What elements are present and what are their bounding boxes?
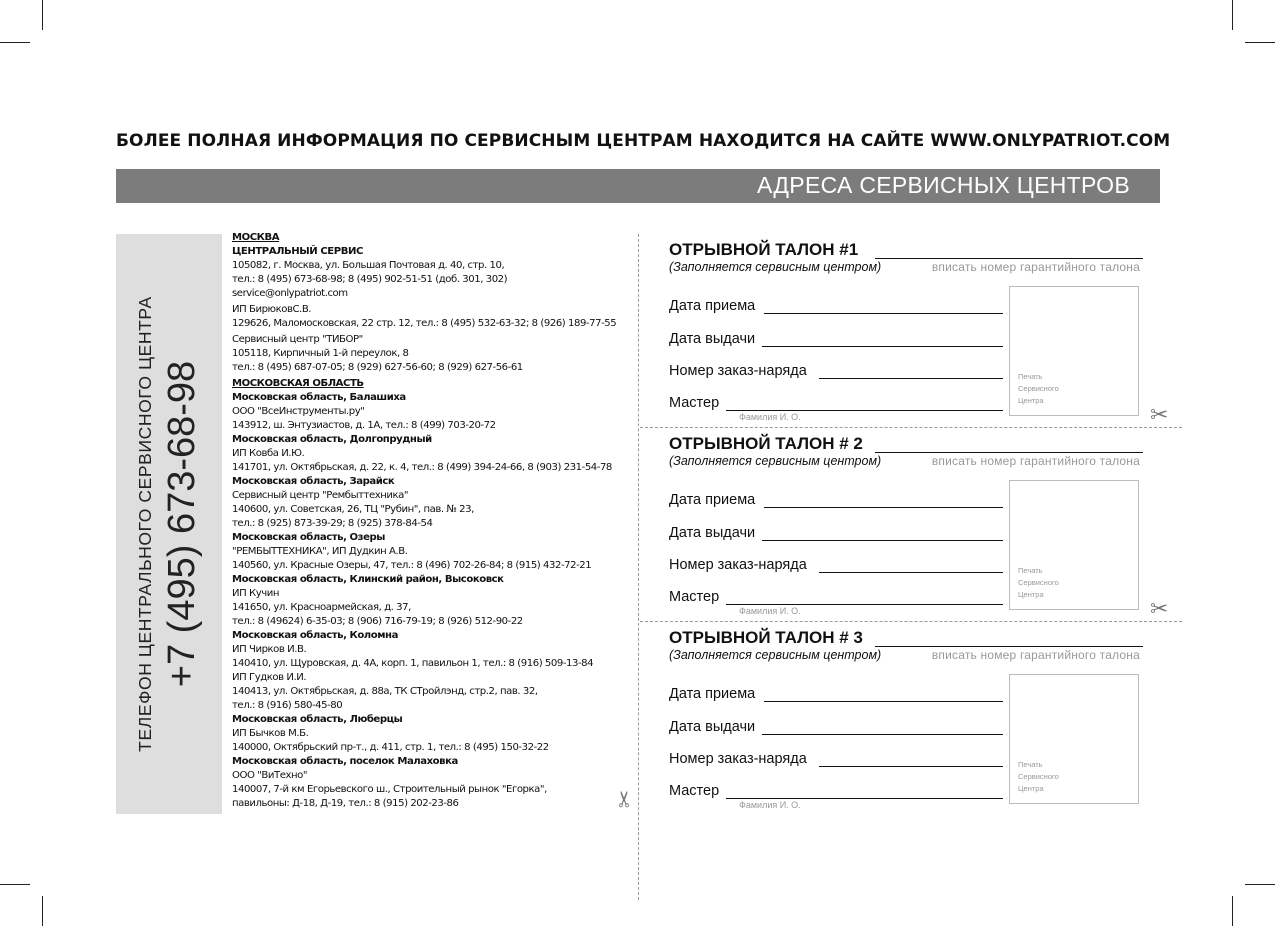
field-fill-line[interactable] <box>762 346 1003 347</box>
directory-line: ООО "ВиТехно" <box>232 770 308 781</box>
coupon-1 <box>669 240 1144 425</box>
directory-line: "РЕМБЫТТЕХНИКА", ИП Дудкин А.В. <box>232 546 408 557</box>
directory-line: ИП БирюковС.В. <box>232 304 312 315</box>
section-banner <box>116 169 1160 203</box>
field-fill-line[interactable] <box>764 701 1003 702</box>
region-heading: МОСКВА <box>232 232 280 243</box>
field-label: Мастер <box>669 783 720 799</box>
service-center-name: Московская область, Коломна <box>232 630 398 641</box>
headline: БОЛЕЕ ПОЛНАЯ ИНФОРМАЦИЯ ПО СЕРВИСНЫМ ЦЕНТРАМ НАХОДИТСЯ НА САЙТЕ WWW.ONLYPATRIOT.COM <box>116 131 1171 151</box>
directory-line: service@onlypatriot.com <box>232 288 348 299</box>
service-center-name: Московская область, поселок Малаховка <box>232 756 458 767</box>
phone-panel-text <box>134 234 204 814</box>
field-fill-line[interactable] <box>819 766 1003 767</box>
field-label: Дата выдачи <box>669 331 756 347</box>
scissors-icon: ✂ <box>613 789 639 809</box>
field-fill-line[interactable] <box>762 540 1003 541</box>
warranty-number-line[interactable] <box>875 258 1143 259</box>
crop-mark <box>42 0 43 30</box>
coupon-subtitle: (Заполняется сервисным центром) <box>669 454 882 468</box>
coupon-title: ОТРЫВНОЙ ТАЛОН # 3 <box>669 628 863 647</box>
directory-line: павильоны: Д-18, Д-19, тел.: 8 (915) 202-23-86 <box>232 798 459 809</box>
directory-line: тел.: 8 (495) 673-68-98; 8 (495) 902-51-51 (доб. 301, 302) <box>232 274 508 285</box>
directory-line: 105118, Кирпичный 1-й переулок, 8 <box>232 348 409 359</box>
directory-line: тел.: 8 (49624) 6-35-03; 8 (906) 716-79-19; 8 (926) 512-90-22 <box>232 616 523 627</box>
master-name-hint: Фамилия И. О. <box>739 606 801 616</box>
directory-line: 140000, Октябрьский пр-т., д. 411, стр. 1, тел.: 8 (495) 150-32-22 <box>232 742 549 753</box>
banner-title: АДРЕСА СЕРВИСНЫХ ЦЕНТРОВ <box>757 172 1130 198</box>
field-fill-line[interactable] <box>726 410 1003 411</box>
directory-line: ИП Гудков И.И. <box>232 672 307 683</box>
coupon-subtitle: (Заполняется сервисным центром) <box>669 260 882 274</box>
coupon-title: ОТРЫВНОЙ ТАЛОН #1 <box>669 240 859 259</box>
directory-line: 143912, ш. Энтузиастов, д. 1А, тел.: 8 (499) 703-20-72 <box>232 420 496 431</box>
directory-line: 140600, ул. Советская, 26, ТЦ "Рубин", пав. № 23, <box>232 504 474 515</box>
service-center-name: Московская область, Балашиха <box>232 392 406 403</box>
service-center-name: Московская область, Клинский район, Высоковск <box>232 574 504 585</box>
directory-line: Сервисный центр "Рембыттехника" <box>232 490 409 501</box>
field-fill-line[interactable] <box>726 604 1003 605</box>
service-center-name: ЦЕНТРАЛЬНЫЙ СЕРВИС <box>232 246 363 257</box>
directory-line: ИП Ковба И.Ю. <box>232 448 305 459</box>
directory-line: ИП Чирков И.В. <box>232 644 307 655</box>
crop-mark <box>1232 896 1233 926</box>
directory-line: ИП Кучин <box>232 588 280 599</box>
stamp-label: Печать Сервисного Центра <box>1018 372 1059 405</box>
field-label: Дата приема <box>669 298 756 314</box>
service-center-name: Московская область, Долгопрудный <box>232 434 432 445</box>
stamp-box[interactable] <box>1009 480 1139 610</box>
field-fill-line[interactable] <box>764 313 1003 314</box>
directory-line: 105082, г. Москва, ул. Большая Почтовая д. 40, стр. 10, <box>232 260 505 271</box>
crop-mark <box>0 884 30 885</box>
field-label: Номер заказ-наряда <box>669 751 807 767</box>
directory-line: 141701, ул. Октябрьская, д. 22, к. 4, тел.: 8 (499) 394-24-66, 8 (903) 231-54-78 <box>232 462 612 473</box>
coupon-3 <box>669 628 1144 813</box>
field-label: Дата выдачи <box>669 525 756 541</box>
region-heading: МОСКОВСКАЯ ОБЛАСТЬ <box>232 378 364 389</box>
field-label: Мастер <box>669 589 720 605</box>
horizontal-cut-line <box>640 621 1182 622</box>
directory-line: ООО "ВсеИнструменты.ру" <box>232 406 365 417</box>
warranty-number-line[interactable] <box>875 646 1143 647</box>
directory-line: ИП Бычков М.Б. <box>232 728 309 739</box>
stamp-label: Печать Сервисного Центра <box>1018 566 1059 599</box>
field-label: Дата приема <box>669 492 756 508</box>
field-fill-line[interactable] <box>819 572 1003 573</box>
field-fill-line[interactable] <box>764 507 1003 508</box>
coupon-title: ОТРЫВНОЙ ТАЛОН # 2 <box>669 434 863 453</box>
phone-label: ТЕЛЕФОН ЦЕНТРАЛЬНОГО СЕРВИСНОГО ЦЕНТРА <box>135 296 155 752</box>
field-fill-line[interactable] <box>762 734 1003 735</box>
directory-line: тел.: 8 (925) 873-39-29; 8 (925) 378-84-54 <box>232 518 433 529</box>
master-name-hint: Фамилия И. О. <box>739 800 801 810</box>
crop-mark <box>0 42 30 43</box>
stamp-box[interactable] <box>1009 286 1139 416</box>
crop-mark <box>1245 42 1275 43</box>
coupon-2 <box>669 434 1144 619</box>
scissors-icon: ✂ <box>1150 597 1169 622</box>
master-name-hint: Фамилия И. О. <box>739 412 801 422</box>
field-label: Мастер <box>669 395 720 411</box>
warranty-number-hint: вписать номер гарантийного талона <box>931 454 1140 468</box>
crop-mark <box>42 896 43 926</box>
directory-line: тел.: 8 (916) 580-45-80 <box>232 700 343 711</box>
phone-panel <box>116 234 222 814</box>
directory-line: 140410, ул. Щуровская, д. 4А, корп. 1, павильон 1, тел.: 8 (916) 509-13-84 <box>232 658 594 669</box>
warranty-number-hint: вписать номер гарантийного талона <box>931 648 1140 662</box>
crop-mark <box>1232 0 1233 30</box>
field-label: Дата выдачи <box>669 719 756 735</box>
service-center-directory <box>232 231 627 811</box>
directory-line: 129626, Маломосковская, 22 стр. 12, тел.: 8 (495) 532-63-32; 8 (926) 189-77-55 <box>232 318 617 329</box>
warranty-number-line[interactable] <box>875 452 1143 453</box>
directory-line: тел.: 8 (495) 687-07-05; 8 (929) 627-56-60; 8 (929) 627-56-61 <box>232 362 523 373</box>
field-fill-line[interactable] <box>819 378 1003 379</box>
field-label: Номер заказ-наряда <box>669 363 807 379</box>
coupon-subtitle: (Заполняется сервисным центром) <box>669 648 882 662</box>
field-label: Дата приема <box>669 686 756 702</box>
service-center-name: Московская область, Озеры <box>232 532 385 543</box>
scissors-icon: ✂ <box>1150 403 1169 428</box>
directory-line: 140560, ул. Красные Озеры, 47, тел.: 8 (496) 702-26-84; 8 (915) 432-72-21 <box>232 560 592 571</box>
directory-line: 140413, ул. Октябрьская, д. 88а, ТК СТройлэнд, стр.2, пав. 32, <box>232 686 538 697</box>
directory-line: 141650, ул. Красноармейская, д. 37, <box>232 602 411 613</box>
stamp-label: Печать Сервисного Центра <box>1018 760 1059 793</box>
service-center-name: Московская область, Зарайск <box>232 476 395 487</box>
phone-number[interactable]: +7 (495) 673-68-98 <box>161 360 203 688</box>
service-center-name: Московская область, Люберцы <box>232 714 403 725</box>
field-fill-line[interactable] <box>726 798 1003 799</box>
field-label: Номер заказ-наряда <box>669 557 807 573</box>
horizontal-cut-line <box>640 427 1182 428</box>
directory-line: Сервисный центр "ТИБОР" <box>232 334 363 345</box>
crop-mark <box>1245 884 1275 885</box>
directory-line: 140007, 7-й км Егорьевского ш., Строительный рынок "Егорка", <box>232 784 547 795</box>
stamp-box[interactable] <box>1009 674 1139 804</box>
warranty-number-hint: вписать номер гарантийного талона <box>931 260 1140 274</box>
